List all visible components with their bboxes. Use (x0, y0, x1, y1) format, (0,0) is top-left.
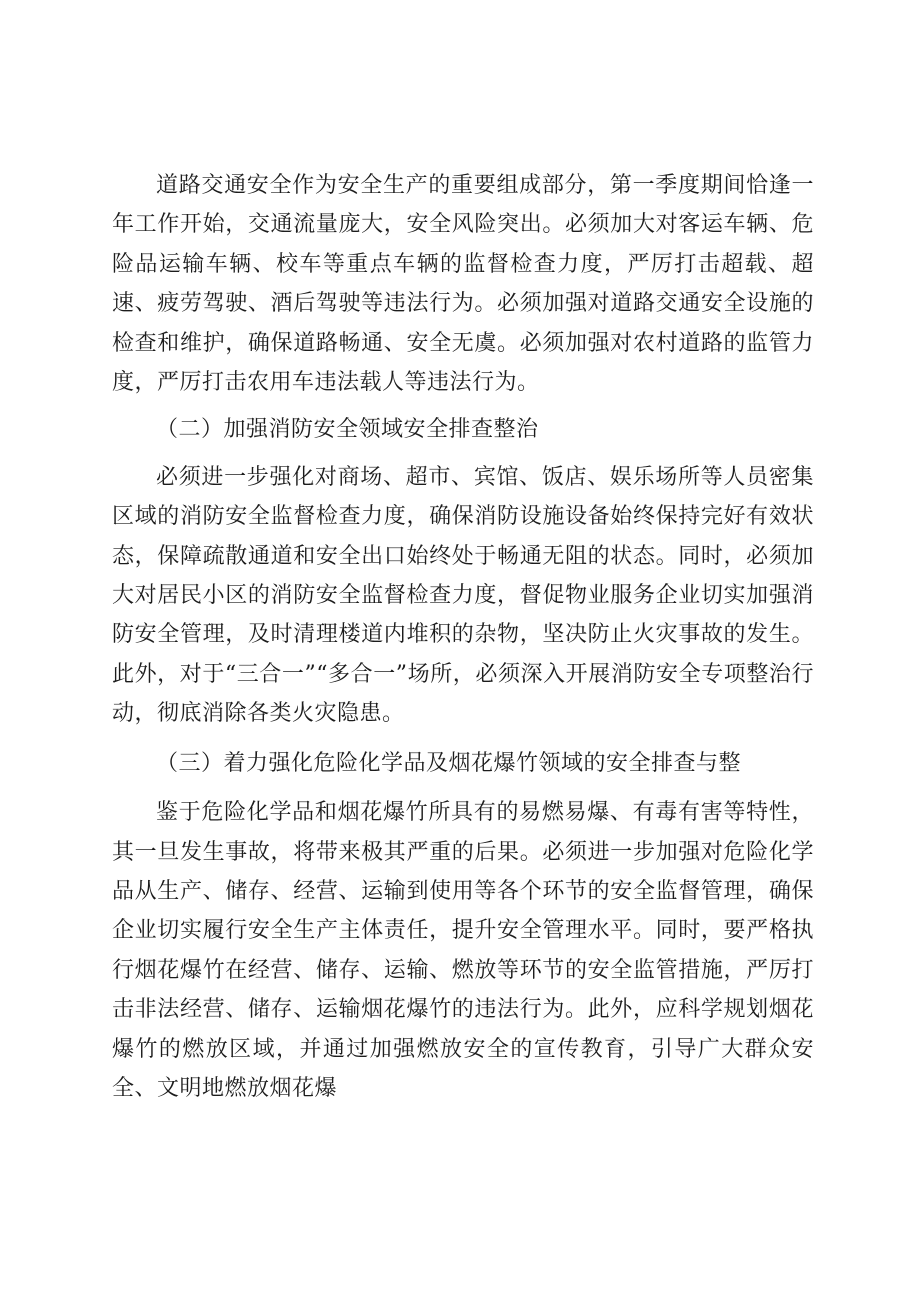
document-body (112, 166, 814, 1108)
paragraph-road-traffic-safety: 道路交通安全作为安全生产的重要组成部分，第一季度期间恰逢一年工作开始，交通流量庞大，安全风险突出。必须加大对客运车辆、危险品运输车辆、校车等重点车辆的监督检查力度，严厉打击超载、超速、疲劳驾驶、酒后驾驶等违法行为。必须加强对道路交通安全设施的检查和维护，确保道路畅通、安全无虞。必须加强对农村道路的监管力度，严厉打击农用车违法载人等违法行为。 (112, 173, 814, 396)
paragraph-hazardous-chemicals: 鉴于危险化学品和烟花爆竹所具有的易燃易爆、有毒有害等特性，其一旦发生事故，将带来极其严重的后果。必须进一步加强对危险化学品从生产、储存、经营、运输到使用等各个环节的安全监督管理，确保企业切实履行安全生产主体责任，提升安全管理水平。同时，要严格执行烟花爆竹在经营、储存、运输、燃放等环节的安全监管措施，严厉打击非法经营、储存、运输烟花爆竹的违法行为。此外，应科学规划烟花爆竹的燃放区域，并通过加强燃放安全的宣传教育，引导广大群众安全、文明地燃放烟花爆 (112, 800, 814, 1101)
paragraph-fire-safety: 必须进一步强化对商场、超市、宾馆、饭店、娱乐场所等人员密集区域的消防安全监督检查力度，确保消防设施设备始终保持完好有效状态，保障疏散通道和安全出口始终处于畅通无阻的状态。同时，必须加大对居民小区的消防安全监督检查力度，督促物业服务企业切实加强消防安全管理，及时清理楼道内堆积的杂物，坚决防止火灾事故的发生。此外，对于“三合一”“多合一”场所，必须深入开展消防安全专项整治行动，彻底消除各类火灾隐患。 (112, 464, 814, 727)
section-heading-fire-safety: （二）加强消防安全领域安全排查整治 (156, 417, 539, 443)
section-heading-hazardous-chemicals: （三）着力强化危险化学品及烟花爆竹领域的安全排查与整 (156, 750, 742, 776)
